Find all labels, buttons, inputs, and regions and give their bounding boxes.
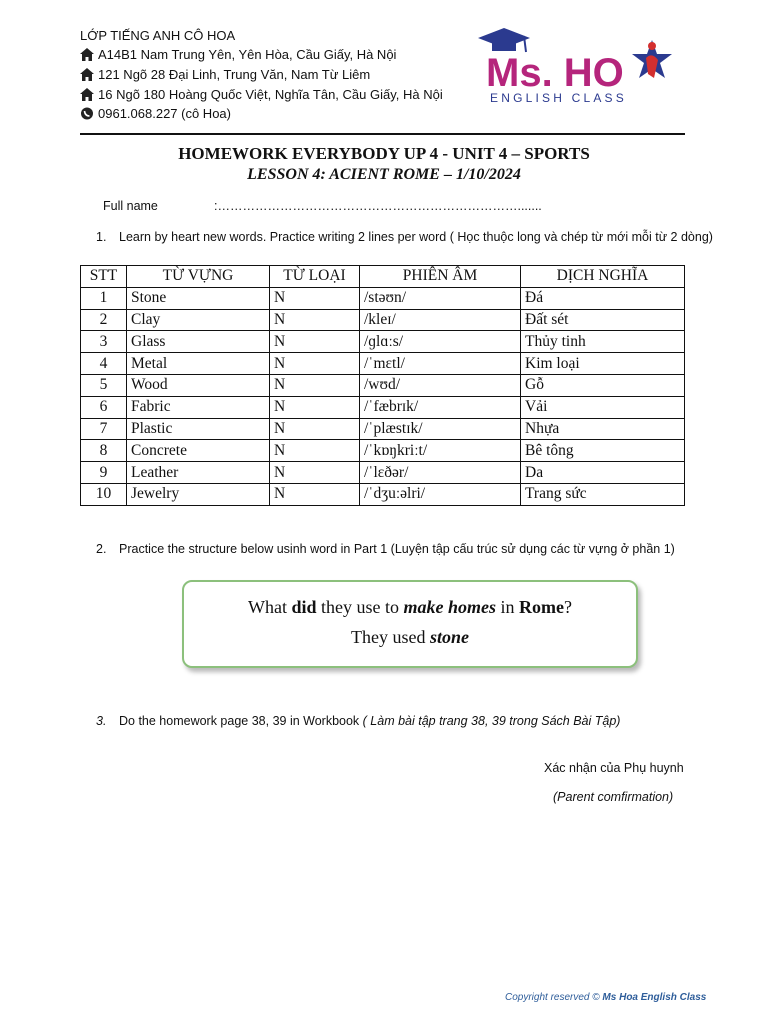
cell-word: Leather	[127, 462, 270, 484]
cell-stt: 5	[81, 374, 127, 396]
task-text	[119, 713, 719, 730]
cell-type: N	[270, 374, 360, 396]
full-name-label: Full name	[103, 199, 158, 213]
table-row	[81, 396, 685, 418]
cell-word: Jewelry	[127, 483, 270, 505]
cell-word: Wood	[127, 374, 270, 396]
cell-type: N	[270, 331, 360, 353]
a-they: They used	[351, 627, 430, 647]
footer-brand: Ms Hoa English Class	[602, 992, 707, 1003]
a-stone: stone	[429, 627, 469, 647]
header-vocabulary: TỪ VỰNG	[127, 266, 270, 288]
parent-confirmation-en: (Parent comfirmation)	[553, 790, 674, 804]
cell-word: Stone	[127, 287, 270, 309]
header-word-type: TỪ LOẠI	[270, 266, 360, 288]
cell-stt: 1	[81, 287, 127, 309]
header-pronunciation: PHIÊN ÂM	[360, 266, 521, 288]
ms-hoa-logo	[470, 22, 680, 114]
cell-stt: 10	[81, 483, 127, 505]
cell-word: Fabric	[127, 396, 270, 418]
cell-meaning: Bê tông	[521, 440, 685, 462]
table-row	[81, 309, 685, 331]
task-text: Practice the structure below usinh word in Part 1 (Luyện tập cấu trúc sử dụng các từ vựng ở phần 1)	[119, 542, 675, 556]
header-divider	[80, 133, 685, 135]
task-number: 1.	[96, 230, 107, 244]
task-text-main: Do the homework page 38, 39 in Workbook	[119, 714, 360, 728]
table-row	[81, 418, 685, 440]
cell-stt: 4	[81, 353, 127, 375]
cell-ipa: /ˈfæbrɪk/	[360, 396, 521, 418]
parent-confirmation-vi: Xác nhận của Phụ huynh	[544, 761, 684, 775]
cell-type: N	[270, 462, 360, 484]
footer-prefix: Copyright reserved ©	[505, 992, 603, 1003]
header-stt: STT	[81, 266, 127, 288]
cell-stt: 8	[81, 440, 127, 462]
cell-ipa: /ˈplæstɪk/	[360, 418, 521, 440]
copyright-footer	[505, 992, 706, 1003]
cell-stt: 7	[81, 418, 127, 440]
table-row	[81, 331, 685, 353]
cell-meaning: Đá	[521, 287, 685, 309]
structure-box	[182, 580, 638, 668]
header-meaning: DỊCH NGHĨA	[521, 266, 685, 288]
task-number: 2.	[96, 542, 107, 556]
logo-sub: ENGLISH CLASS	[490, 91, 627, 105]
cell-meaning: Da	[521, 462, 685, 484]
cell-ipa: /ˈmɛtl/	[360, 353, 521, 375]
table-header-row	[81, 266, 685, 288]
address-text: 16 Ngõ 180 Hoàng Quốc Việt, Nghĩa Tân, Cầu Giấy, Hà Nội	[98, 87, 443, 102]
address-line-3	[80, 87, 443, 102]
cell-word: Plastic	[127, 418, 270, 440]
q-make-homes: make homes	[403, 597, 496, 617]
cell-word: Concrete	[127, 440, 270, 462]
q-they: they use to	[316, 597, 404, 617]
cell-type: N	[270, 309, 360, 331]
cell-meaning: Vải	[521, 396, 685, 418]
cell-type: N	[270, 287, 360, 309]
address-line-2	[80, 67, 370, 82]
cell-ipa: /wʊd/	[360, 374, 521, 396]
q-what: What	[247, 597, 292, 617]
q-did: did	[291, 597, 317, 617]
cell-word: Clay	[127, 309, 270, 331]
q-in: in	[496, 597, 520, 617]
cell-stt: 6	[81, 396, 127, 418]
phone-icon	[80, 107, 94, 120]
structure-question	[184, 597, 636, 618]
q-end: ?	[564, 597, 572, 617]
cell-ipa: /kleɪ/	[360, 309, 521, 331]
phone-text: 0961.068.227 (cô Hoa)	[98, 106, 231, 121]
cell-type: N	[270, 483, 360, 505]
task-text: Learn by heart new words. Practice writing 2 lines per word ( Học thuộc long và chép từ mới mỗi từ 2 dòng)	[119, 230, 713, 244]
address-text: A14B1 Nam Trung Yên, Yên Hòa, Cầu Giấy, Hà Nội	[98, 47, 397, 62]
table-row	[81, 462, 685, 484]
cell-type: N	[270, 396, 360, 418]
task-text-note: ( Làm bài tập trang 38, 39 trong Sách Bài Tập)	[359, 714, 621, 728]
full-name-blank: :……………………………………………………………….......	[214, 199, 542, 213]
structure-answer	[184, 627, 636, 648]
q-rome: Rome	[519, 597, 564, 617]
cell-word: Metal	[127, 353, 270, 375]
cell-meaning: Nhựa	[521, 418, 685, 440]
table-row	[81, 374, 685, 396]
home-icon	[80, 88, 94, 101]
page-title: HOMEWORK EVERYBODY UP 4 - UNIT 4 – SPORTS	[178, 144, 590, 163]
table-row	[81, 440, 685, 462]
cell-meaning: Đất sét	[521, 309, 685, 331]
phone-line	[80, 106, 231, 121]
vocabulary-table	[80, 265, 685, 506]
address-line-1	[80, 47, 396, 62]
cell-ipa: /ˈkɒŋkriːt/	[360, 440, 521, 462]
address-text: 121 Ngõ 28 Đại Linh, Trung Văn, Nam Từ Liêm	[98, 67, 371, 82]
cell-word: Glass	[127, 331, 270, 353]
cell-stt: 2	[81, 309, 127, 331]
table-row	[81, 483, 685, 505]
cell-meaning: Trang sức	[521, 483, 685, 505]
cell-meaning: Thủy tinh	[521, 331, 685, 353]
table-row	[81, 353, 685, 375]
cell-type: N	[270, 440, 360, 462]
table-row	[81, 287, 685, 309]
cell-ipa: /ˈlɛðər/	[360, 462, 521, 484]
school-name: LỚP TIẾNG ANH CÔ HOA	[80, 28, 236, 43]
cell-meaning: Kim loại	[521, 353, 685, 375]
cell-stt: 9	[81, 462, 127, 484]
cell-type: N	[270, 353, 360, 375]
home-icon	[80, 48, 94, 61]
task-number: 3.	[96, 714, 107, 728]
cell-ipa: /ɡlɑːs/	[360, 331, 521, 353]
home-icon	[80, 68, 94, 81]
cell-stt: 3	[81, 331, 127, 353]
svg-text:Ms. HO: Ms. HO	[486, 51, 624, 95]
cell-ipa: /stəʊn/	[360, 287, 521, 309]
cell-ipa: /ˈdʒuːəlri/	[360, 483, 521, 505]
lesson-subtitle: LESSON 4: ACIENT ROME – 1/10/2024	[247, 166, 521, 183]
cell-meaning: Gỗ	[521, 374, 685, 396]
cell-type: N	[270, 418, 360, 440]
